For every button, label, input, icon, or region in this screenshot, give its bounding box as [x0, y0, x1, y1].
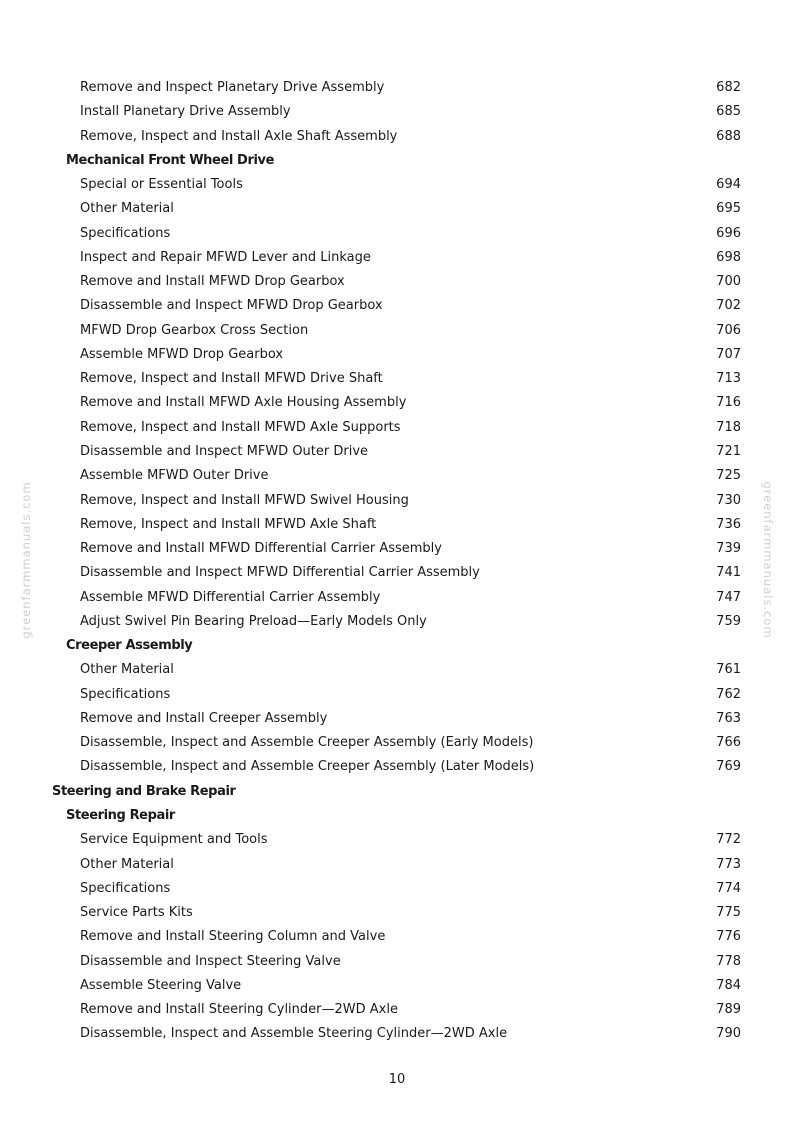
- toc-entry[interactable]: [0, 586, 794, 610]
- toc-entry[interactable]: [0, 343, 794, 367]
- toc-entry-title: Steering and Brake Repair: [52, 783, 236, 799]
- toc-entry-title: Remove and Install MFWD Differential Carrier Assembly: [80, 541, 442, 557]
- toc-entry-title: Service Equipment and Tools: [80, 832, 268, 848]
- toc-entry-title: Remove and Install Creeper Assembly: [80, 710, 328, 726]
- toc-entry-page-number: 700: [716, 274, 741, 290]
- toc-entry-page-number: 688: [716, 128, 741, 144]
- toc-entry[interactable]: [0, 1022, 794, 1046]
- table-of-contents: [0, 76, 794, 1047]
- toc-entry[interactable]: [0, 974, 794, 998]
- toc-entry-title: Remove, Inspect and Install MFWD Axle Shaft: [80, 516, 377, 532]
- toc-entry-title: Mechanical Front Wheel Drive: [66, 152, 275, 168]
- toc-entry-title: Specifications: [80, 880, 171, 896]
- toc-entry-title: Remove, Inspect and Install MFWD Axle Supports: [80, 419, 401, 435]
- toc-entry-page-number: 747: [716, 589, 741, 605]
- toc-entry-page-number: 784: [716, 977, 741, 993]
- toc-entry-title: Service Parts Kits: [80, 905, 193, 921]
- toc-entry-page-number: 790: [716, 1026, 741, 1042]
- toc-entry-page-number: 695: [716, 201, 741, 217]
- toc-entry-page-number: 789: [716, 1002, 741, 1018]
- watermark-left: greenfarmmanuals.com: [19, 481, 33, 639]
- toc-entry[interactable]: [0, 561, 794, 585]
- toc-entry[interactable]: [0, 901, 794, 925]
- toc-section-heading[interactable]: [0, 634, 794, 658]
- toc-entry[interactable]: [0, 391, 794, 415]
- toc-entry-title: Disassemble, Inspect and Assemble Creeper Assembly (Later Models): [80, 759, 535, 775]
- toc-entry-page-number: 698: [716, 249, 741, 265]
- toc-entry-title: Other Material: [80, 662, 174, 678]
- toc-entry-page-number: 759: [716, 613, 741, 629]
- toc-entry-page-number: 685: [716, 104, 741, 120]
- toc-entry-page-number: 761: [716, 662, 741, 678]
- watermark-right: greenfarmmanuals.com: [761, 481, 775, 639]
- toc-entry-page-number: 707: [716, 346, 741, 362]
- toc-entry-title: Disassemble and Inspect MFWD Differential Carrier Assembly: [80, 565, 480, 581]
- toc-entry-title: Assemble Steering Valve: [80, 977, 242, 993]
- toc-entry[interactable]: [0, 731, 794, 755]
- toc-entry-page-number: 736: [716, 516, 741, 532]
- toc-entry-page-number: 721: [716, 443, 741, 459]
- toc-entry[interactable]: [0, 707, 794, 731]
- toc-entry[interactable]: [0, 100, 794, 124]
- toc-entry-title: Special or Essential Tools: [80, 177, 243, 193]
- toc-entry[interactable]: [0, 222, 794, 246]
- toc-entry-page-number: 776: [716, 929, 741, 945]
- toc-entry-title: Install Planetary Drive Assembly: [80, 104, 291, 120]
- toc-entry[interactable]: [0, 464, 794, 488]
- toc-entry-title: Creeper Assembly: [66, 638, 193, 654]
- toc-entry-title: Disassemble and Inspect MFWD Outer Drive: [80, 443, 369, 459]
- toc-entry-title: Other Material: [80, 201, 174, 217]
- toc-entry-title: Remove, Inspect and Install MFWD Swivel Housing: [80, 492, 409, 508]
- toc-entry-page-number: 741: [716, 565, 741, 581]
- toc-entry[interactable]: [0, 270, 794, 294]
- toc-entry-title: Disassemble and Inspect Steering Valve: [80, 953, 341, 969]
- toc-entry[interactable]: [0, 294, 794, 318]
- toc-entry-title: MFWD Drop Gearbox Cross Section: [80, 322, 309, 338]
- toc-entry-page-number: 778: [716, 953, 741, 969]
- toc-entry-title: Remove and Install MFWD Drop Gearbox: [80, 274, 345, 290]
- toc-entry-title: Disassemble, Inspect and Assemble Steering Cylinder—2WD Axle: [80, 1026, 508, 1042]
- toc-entry-title: Disassemble and Inspect MFWD Drop Gearbox: [80, 298, 383, 314]
- toc-entry-title: Other Material: [80, 856, 174, 872]
- toc-entry[interactable]: [0, 246, 794, 270]
- toc-entry-title: Remove, Inspect and Install Axle Shaft Assembly: [80, 128, 398, 144]
- toc-entry-page-number: 772: [716, 832, 741, 848]
- toc-entry[interactable]: [0, 197, 794, 221]
- toc-entry-page-number: 713: [716, 371, 741, 387]
- toc-entry[interactable]: [0, 755, 794, 779]
- toc-entry-title: Remove and Install Steering Cylinder—2WD Axle: [80, 1002, 398, 1018]
- toc-entry-title: Adjust Swivel Pin Bearing Preload—Early Models Only: [80, 613, 427, 629]
- toc-entry-page-number: 739: [716, 541, 741, 557]
- toc-section-heading[interactable]: [0, 149, 794, 173]
- toc-entry-title: Assemble MFWD Drop Gearbox: [80, 346, 284, 362]
- toc-entry[interactable]: [0, 853, 794, 877]
- toc-entry-page-number: 718: [716, 419, 741, 435]
- toc-entry[interactable]: [0, 925, 794, 949]
- toc-entry[interactable]: [0, 76, 794, 100]
- toc-entry[interactable]: [0, 877, 794, 901]
- toc-entry[interactable]: [0, 683, 794, 707]
- toc-section-heading[interactable]: [0, 780, 794, 804]
- toc-entry[interactable]: [0, 537, 794, 561]
- toc-entry[interactable]: [0, 367, 794, 391]
- toc-entry-title: Assemble MFWD Differential Carrier Assembly: [80, 589, 381, 605]
- toc-entry-title: Inspect and Repair MFWD Lever and Linkage: [80, 249, 371, 265]
- toc-entry-title: Disassemble, Inspect and Assemble Creeper Assembly (Early Models): [80, 735, 534, 751]
- toc-entry-title: Remove and Inspect Planetary Drive Assembly: [80, 80, 385, 95]
- toc-entry-title: Remove, Inspect and Install MFWD Drive Shaft: [80, 371, 383, 387]
- toc-entry-page-number: 774: [716, 880, 741, 896]
- toc-entry-page-number: 763: [716, 710, 741, 726]
- toc-entry-page-number: 696: [716, 225, 741, 241]
- toc-entry-title: Specifications: [80, 225, 171, 241]
- toc-entry[interactable]: [0, 125, 794, 149]
- toc-entry-page-number: 682: [716, 80, 741, 95]
- page-number: 10: [388, 1072, 406, 1087]
- toc-entry-title: Assemble MFWD Outer Drive: [80, 468, 269, 484]
- toc-entry[interactable]: [0, 998, 794, 1022]
- toc-entry[interactable]: [0, 610, 794, 634]
- toc-entry[interactable]: [0, 950, 794, 974]
- toc-entry-page-number: 773: [716, 856, 741, 872]
- toc-entry-page-number: 694: [716, 177, 741, 193]
- toc-entry[interactable]: [0, 319, 794, 343]
- toc-section-heading[interactable]: [0, 804, 794, 828]
- toc-entry-title: Specifications: [80, 686, 171, 702]
- toc-entry[interactable]: [0, 173, 794, 197]
- toc-entry[interactable]: [0, 828, 794, 852]
- toc-entry[interactable]: [0, 489, 794, 513]
- toc-entry-page-number: 716: [716, 395, 741, 411]
- toc-entry-page-number: 730: [716, 492, 741, 508]
- toc-entry-page-number: 775: [716, 905, 741, 921]
- toc-entry-title: Remove and Install MFWD Axle Housing Assembly: [80, 395, 407, 411]
- toc-entry[interactable]: [0, 658, 794, 682]
- toc-entry-page-number: 725: [716, 468, 741, 484]
- toc-entry-page-number: 762: [716, 686, 741, 702]
- toc-entry-page-number: 766: [716, 735, 741, 751]
- toc-entry-title: Steering Repair: [66, 807, 175, 823]
- toc-entry[interactable]: [0, 440, 794, 464]
- toc-entry-page-number: 702: [716, 298, 741, 314]
- toc-entry[interactable]: [0, 513, 794, 537]
- toc-entry[interactable]: [0, 416, 794, 440]
- toc-entry-page-number: 769: [716, 759, 741, 775]
- toc-entry-page-number: 706: [716, 322, 741, 338]
- toc-entry-title: Remove and Install Steering Column and Valve: [80, 929, 386, 945]
